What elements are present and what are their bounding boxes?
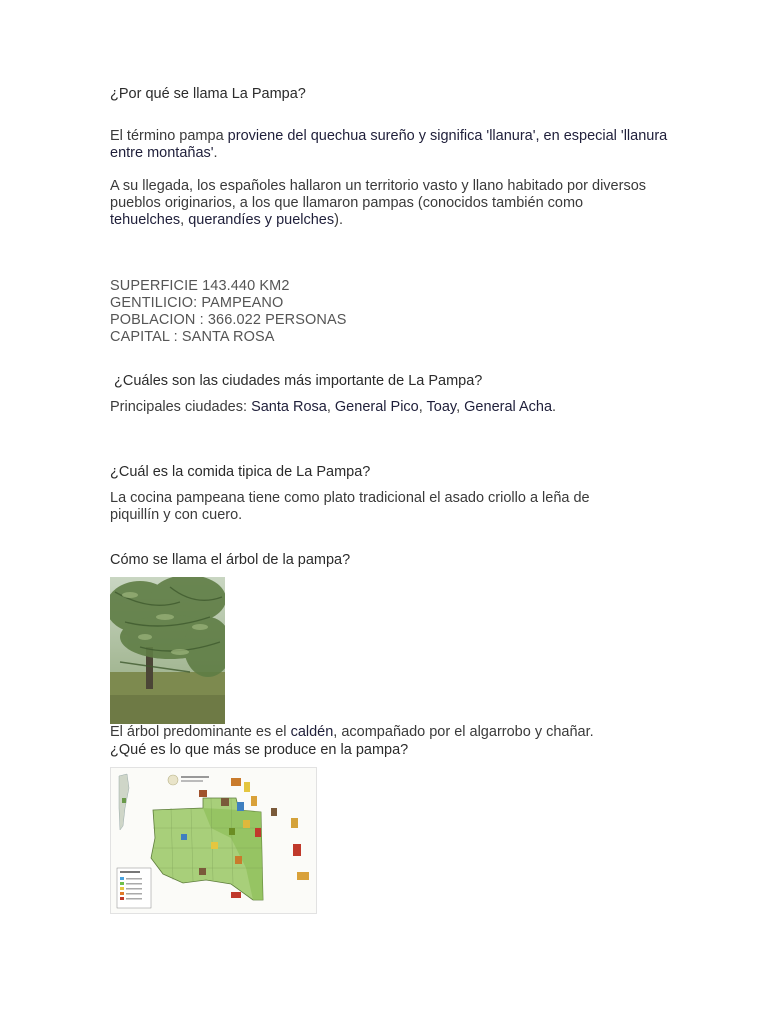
text: . bbox=[552, 399, 557, 415]
stat-demonym: GENTILICIO: PAMPEANO bbox=[110, 295, 284, 311]
question-cities: ¿Cuáles son las ciudades más importante de La Pampa? bbox=[110, 373, 483, 389]
paragraph-tree bbox=[110, 724, 594, 741]
text: El término pampa bbox=[110, 128, 228, 144]
stats-block bbox=[110, 278, 347, 346]
stat-population: POBLACION : 366.022 PERSONAS bbox=[110, 312, 347, 328]
paragraph-cities bbox=[110, 399, 556, 416]
link-querandies[interactable]: querandíes bbox=[188, 212, 261, 228]
text: , acompañado por el algarrobo y chañar. bbox=[333, 724, 594, 740]
question-production: ¿Qué es lo que más se produce en la pampa? bbox=[110, 742, 409, 758]
text: , bbox=[418, 399, 427, 415]
paragraph-spaniards bbox=[110, 178, 650, 229]
question-tree: Cómo se llama el árbol de la pampa? bbox=[110, 552, 351, 568]
stat-capital: CAPITAL : SANTA ROSA bbox=[110, 329, 275, 345]
text: Principales ciudades: bbox=[110, 399, 252, 415]
link-tehuelches[interactable]: tehuelches bbox=[110, 212, 181, 228]
link-general-pico[interactable]: General Pico bbox=[334, 399, 419, 415]
text: , bbox=[180, 212, 189, 228]
question-food: ¿Cuál es la comida tipica de La Pampa? bbox=[110, 464, 371, 480]
text: , bbox=[456, 399, 465, 415]
stat-surface: SUPERFICIE 143.440 KM2 bbox=[110, 278, 290, 294]
calden-tree-photo bbox=[110, 577, 225, 724]
link-santa-rosa[interactable]: Santa Rosa bbox=[251, 399, 327, 415]
question-name-origin: ¿Por qué se llama La Pampa? bbox=[110, 86, 306, 102]
text: A su llegada, los españoles hallaron un territorio vasto y llano habitado por diversos pueblos originarios, a los que llamaron pampas (conocidos también como bbox=[110, 178, 647, 211]
link-calden[interactable]: caldén bbox=[290, 724, 334, 740]
production-map-image bbox=[110, 767, 317, 914]
text: El árbol predominante es el bbox=[110, 724, 291, 740]
link-general-acha[interactable]: General Acha bbox=[464, 399, 553, 415]
paragraph-food: La cocina pampeana tiene como plato tradicional el asado criollo a leña de piquillín y con cuero. bbox=[110, 490, 590, 523]
text: , bbox=[326, 399, 335, 415]
text: ). bbox=[334, 212, 343, 228]
text: . bbox=[213, 145, 218, 161]
link-puelches[interactable]: puelches bbox=[276, 212, 335, 228]
paragraph-name-origin bbox=[110, 128, 670, 162]
link-toay[interactable]: Toay bbox=[426, 399, 457, 415]
link-quechua[interactable]: proviene del quechua sureño y significa 'llanura', en especial 'llanura entre montañas' bbox=[110, 128, 668, 161]
text: y bbox=[260, 212, 277, 228]
